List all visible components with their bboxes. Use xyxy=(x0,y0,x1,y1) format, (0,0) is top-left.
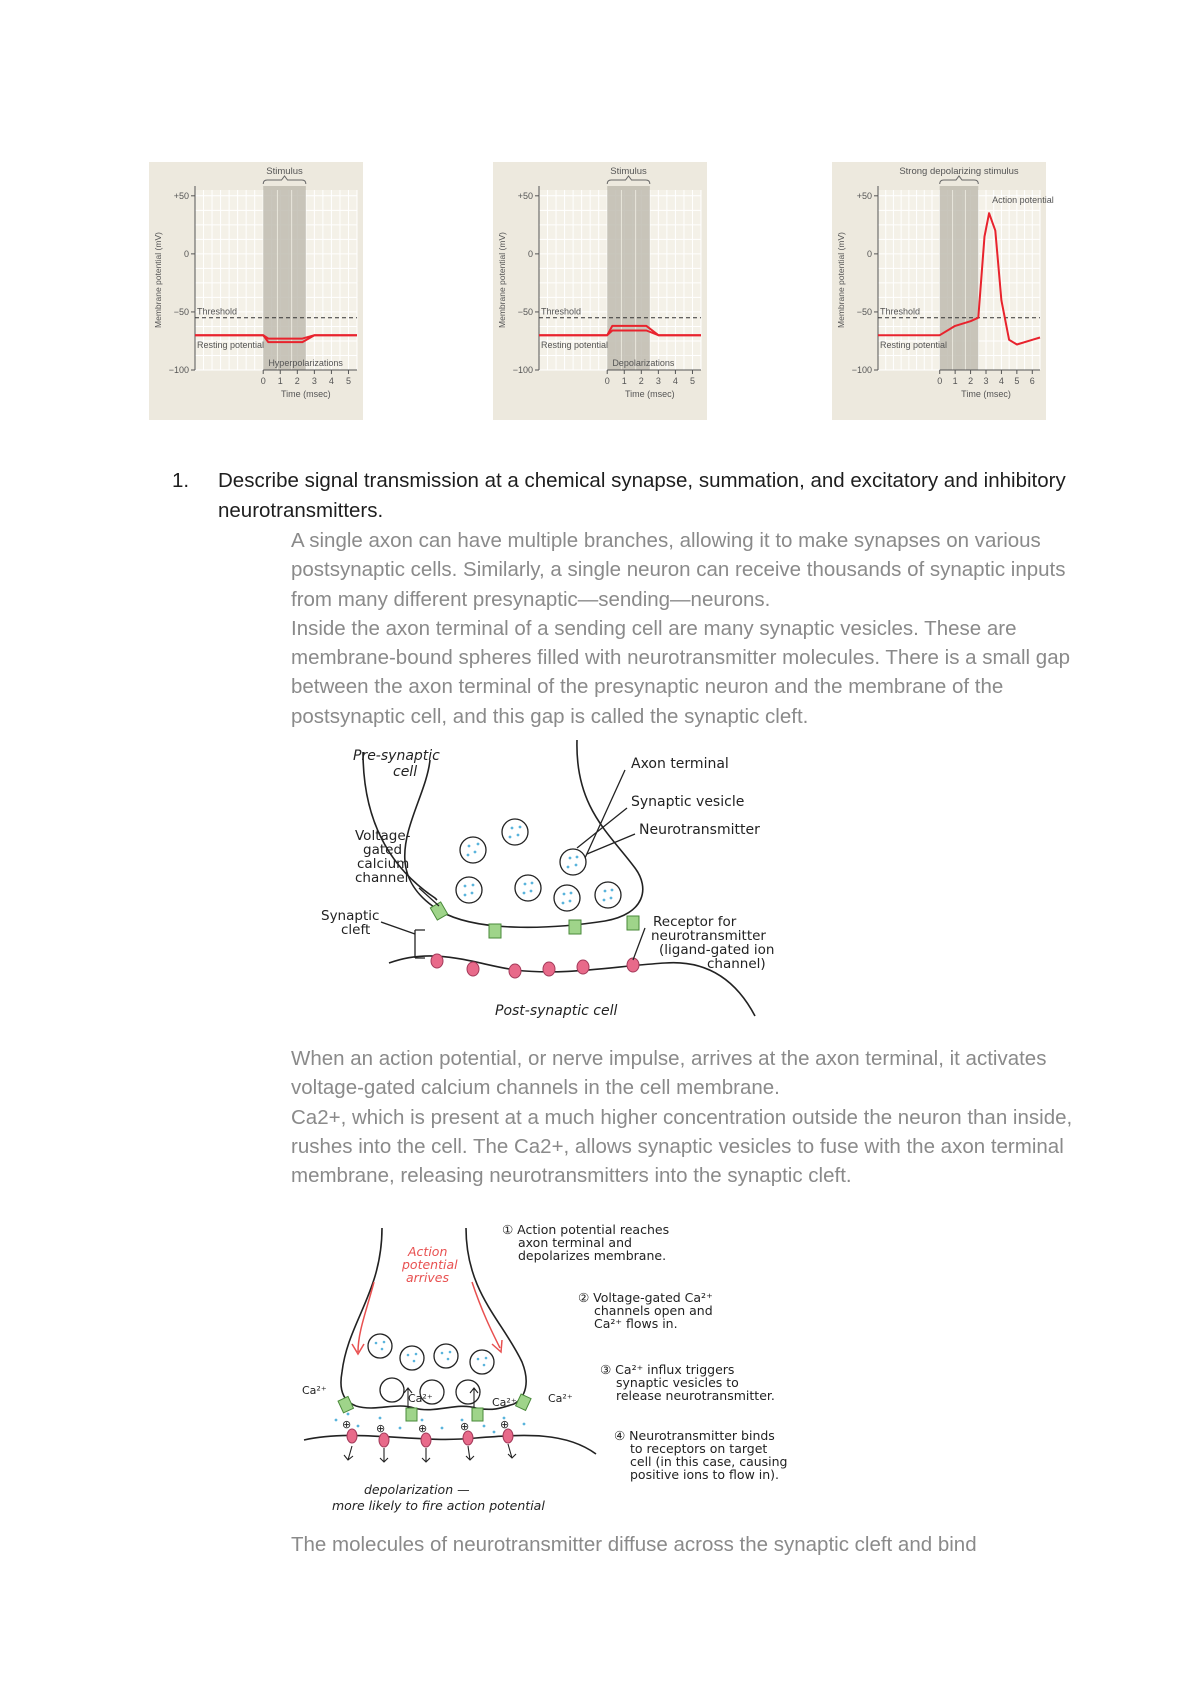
x-tick-label: 3 xyxy=(311,376,317,386)
label-axon-terminal: Axon terminal xyxy=(631,756,729,772)
question-number: 1. xyxy=(172,469,190,492)
step2-line1: ② Voltage-gated Ca²⁺ xyxy=(578,1290,713,1305)
step4-line4: positive ions to flow in). xyxy=(630,1467,780,1482)
y-axis-label: Membrane potential (mV) xyxy=(153,232,163,328)
calcium-channel xyxy=(406,1408,417,1421)
x-tick-label: 4 xyxy=(998,376,1004,386)
label-voltage-gated-4: channel xyxy=(355,870,409,886)
calcium-channel xyxy=(627,916,639,930)
label-synaptic-cleft-2: cleft xyxy=(341,922,371,938)
label-pre-synaptic: Pre-synaptic xyxy=(353,748,440,764)
stimulus-band xyxy=(607,186,650,370)
x-tick-label: 1 xyxy=(621,376,627,386)
step4-line3: cell (in this case, causing xyxy=(630,1454,788,1469)
x-tick-label: 6 xyxy=(1029,376,1035,386)
vesicle xyxy=(368,1334,392,1358)
x-tick-label: 0 xyxy=(937,376,943,386)
y-tick-label: −100 xyxy=(851,365,872,375)
label-receptor-3: (ligand-gated ion xyxy=(659,942,775,958)
chart-svg xyxy=(149,162,363,420)
y-axis-label: Membrane potential (mV) xyxy=(836,232,846,328)
label-synaptic-vesicle: Synaptic vesicle xyxy=(631,794,745,810)
x-tick-label: 3 xyxy=(655,376,661,386)
label-cell: cell xyxy=(393,764,418,780)
receptor xyxy=(577,960,589,974)
calcium-channel xyxy=(569,920,581,934)
y-tick-label: −100 xyxy=(512,365,533,375)
threshold-label: Threshold xyxy=(541,306,582,317)
y-tick-label: −50 xyxy=(856,306,872,317)
x-tick-label: 4 xyxy=(328,376,334,386)
receptor xyxy=(431,954,443,968)
vesicle xyxy=(470,1350,494,1374)
label-ca-mid2: Ca²⁺ xyxy=(492,1396,517,1409)
x-tick-label: 2 xyxy=(294,376,300,386)
calcium-channel xyxy=(430,902,447,920)
vesicle xyxy=(595,882,621,908)
threshold-label: Threshold xyxy=(880,306,921,317)
vesicle xyxy=(460,837,486,863)
depolarization-chart xyxy=(493,162,707,420)
vesicle xyxy=(400,1346,424,1370)
svg-text:⊕: ⊕ xyxy=(342,1418,352,1431)
receptors xyxy=(431,954,639,978)
label-action: Action xyxy=(408,1244,448,1259)
threshold-label: Threshold xyxy=(197,306,238,317)
step1-line1: ① Action potential reaches xyxy=(502,1222,670,1237)
x-tick-label: 1 xyxy=(277,376,283,386)
step3-line1: ③ Ca²⁺ influx triggers xyxy=(600,1362,735,1377)
x-tick-label: 5 xyxy=(345,376,351,386)
vesicle xyxy=(456,877,482,903)
chart-svg xyxy=(832,162,1054,420)
calcium-channel xyxy=(516,1394,531,1410)
paragraph-group-1 xyxy=(291,526,1081,731)
synapse-diagram xyxy=(315,738,835,1038)
receptor xyxy=(347,1429,357,1443)
vesicle xyxy=(554,885,580,911)
x-tick-label: 1 xyxy=(952,376,958,386)
x-tick-label: 0 xyxy=(604,376,610,386)
y-tick-label: 0 xyxy=(183,248,189,259)
receptor xyxy=(421,1433,431,1447)
label-depolarization: depolarization — xyxy=(364,1482,470,1497)
stimulus-label: Strong depolarizing stimulus xyxy=(899,166,1019,177)
svg-text:⊕: ⊕ xyxy=(460,1420,470,1433)
label-ca-right: Ca²⁺ xyxy=(548,1392,573,1405)
y-tick-label: +50 xyxy=(856,190,872,201)
step3-line2: synaptic vesicles to xyxy=(616,1375,739,1390)
x-tick-label: 5 xyxy=(689,376,695,386)
action-potential-chart xyxy=(832,162,1054,420)
x-tick-label: 2 xyxy=(968,376,974,386)
effect-label: Depolarizations xyxy=(612,358,675,368)
question-item xyxy=(172,466,1072,526)
step2-line3: Ca²⁺ flows in. xyxy=(594,1316,678,1331)
label-receptor-4: channel) xyxy=(707,956,766,972)
calcium-channel xyxy=(338,1396,353,1412)
label-synaptic-cleft-1: Synaptic xyxy=(321,908,380,924)
x-tick-label: 0 xyxy=(260,376,266,386)
receptor xyxy=(379,1433,389,1447)
receptors-2 xyxy=(347,1429,513,1447)
step4-line1: ④ Neurotransmitter binds xyxy=(614,1428,775,1443)
label-ca-left: Ca²⁺ xyxy=(302,1384,327,1397)
neurotransmitter-release-diagram xyxy=(296,1222,856,1522)
label-arrives: arrives xyxy=(406,1270,450,1285)
label-post-synaptic: Post-synaptic cell xyxy=(495,1003,618,1019)
paragraph: A single axon can have multiple branches, allowing it to make synapses on various postsynaptic cells. Similarly, a single neuron can receive thousands of synaptic inputs from many different presynaptic—sending—neurons. xyxy=(291,529,1066,611)
y-axis-label: Membrane potential (mV) xyxy=(497,232,507,328)
y-tick-label: +50 xyxy=(173,190,189,201)
y-tick-label: +50 xyxy=(517,190,533,201)
y-tick-label: 0 xyxy=(527,248,533,259)
label-voltage-gated-1: Voltage- xyxy=(355,828,411,844)
label-more-likely: more likely to fire action potential xyxy=(332,1498,545,1513)
resting-label: Resting potential xyxy=(880,340,948,351)
step3-line3: release neurotransmitter. xyxy=(616,1388,775,1403)
label-voltage-gated-3: calcium xyxy=(357,856,410,872)
step4-line2: to receptors on target xyxy=(630,1441,768,1456)
x-axis-label: Time (msec) xyxy=(625,389,675,399)
question-text: Describe signal transmission at a chemical synapse, summation, and excitatory and inhibitory neurotransmitters. xyxy=(218,469,1066,522)
vesicle xyxy=(515,875,541,901)
y-tick-label: −50 xyxy=(173,306,189,317)
vesicle xyxy=(380,1378,404,1402)
vesicle xyxy=(456,1380,480,1404)
svg-text:⊕: ⊕ xyxy=(418,1422,428,1435)
calcium-channel xyxy=(472,1408,483,1421)
receptor xyxy=(467,962,479,976)
paragraph: When an action potential, or nerve impulse, arrives at the axon terminal, it activates voltage-gated calcium channels in the cell membrane. xyxy=(291,1047,1047,1100)
calcium-channel xyxy=(489,924,501,938)
x-tick-label: 2 xyxy=(638,376,644,386)
x-tick-label: 4 xyxy=(672,376,678,386)
receptor xyxy=(503,1429,513,1443)
receptor xyxy=(543,962,555,976)
label-voltage-gated-2: gated xyxy=(363,842,403,858)
paragraph: Ca2+, which is present at a much higher concentration outside the neuron than inside, rushes into the cell. The Ca2+, allows synaptic vesicles to fuse with the axon terminal membrane, releasing neurotransmitters into the synaptic cleft. xyxy=(291,1105,1073,1188)
paragraph-group-2 xyxy=(291,1044,1081,1190)
label-receptor-2: neurotransmitter xyxy=(651,928,766,944)
stimulus-label: Stimulus xyxy=(610,166,647,177)
resting-label: Resting potential xyxy=(541,340,609,351)
receptor xyxy=(627,958,639,972)
svg-text:⊕: ⊕ xyxy=(376,1422,386,1435)
receptor xyxy=(463,1431,473,1445)
x-axis-label: Time (msec) xyxy=(281,389,331,399)
receptor xyxy=(509,964,521,978)
hyperpolarization-chart xyxy=(149,162,363,420)
step2-line2: channels open and xyxy=(594,1303,713,1318)
label-ca-mid1: Ca²⁺ xyxy=(408,1392,433,1405)
stimulus-label: Stimulus xyxy=(266,166,303,177)
x-tick-label: 5 xyxy=(1014,376,1020,386)
step1-line2: axon terminal and xyxy=(518,1235,632,1250)
paragraph: The molecules of neurotransmitter diffuse across the synaptic cleft and bind xyxy=(291,1533,977,1556)
label-receptor-1: Receptor for xyxy=(653,914,737,930)
chart-svg xyxy=(493,162,707,420)
y-tick-label: −50 xyxy=(517,306,533,317)
effect-label: Action potential xyxy=(992,194,1054,205)
step1-line3: depolarizes membrane. xyxy=(518,1248,667,1263)
effect-label: Hyperpolarizations xyxy=(268,358,343,368)
paragraph-group-3 xyxy=(291,1530,1081,1559)
y-tick-label: 0 xyxy=(866,248,872,259)
vesicle xyxy=(560,849,586,875)
vesicle xyxy=(434,1344,458,1368)
label-potential: potential xyxy=(402,1257,458,1272)
vesicle xyxy=(502,819,528,845)
paragraph: Inside the axon terminal of a sending cell are many synaptic vesicles. These are membrane-bound spheres filled with neurotransmitter molecules. There is a small gap between the axon terminal of the presynaptic neuron and the membrane of the postsynaptic cell, and this gap is called the synaptic cleft. xyxy=(291,616,1070,728)
resting-label: Resting potential xyxy=(197,340,265,351)
x-axis-label: Time (msec) xyxy=(961,389,1011,399)
y-tick-label: −100 xyxy=(168,365,189,375)
label-neurotransmitter: Neurotransmitter xyxy=(639,822,760,838)
x-tick-label: 3 xyxy=(983,376,989,386)
svg-text:⊕: ⊕ xyxy=(500,1418,510,1431)
